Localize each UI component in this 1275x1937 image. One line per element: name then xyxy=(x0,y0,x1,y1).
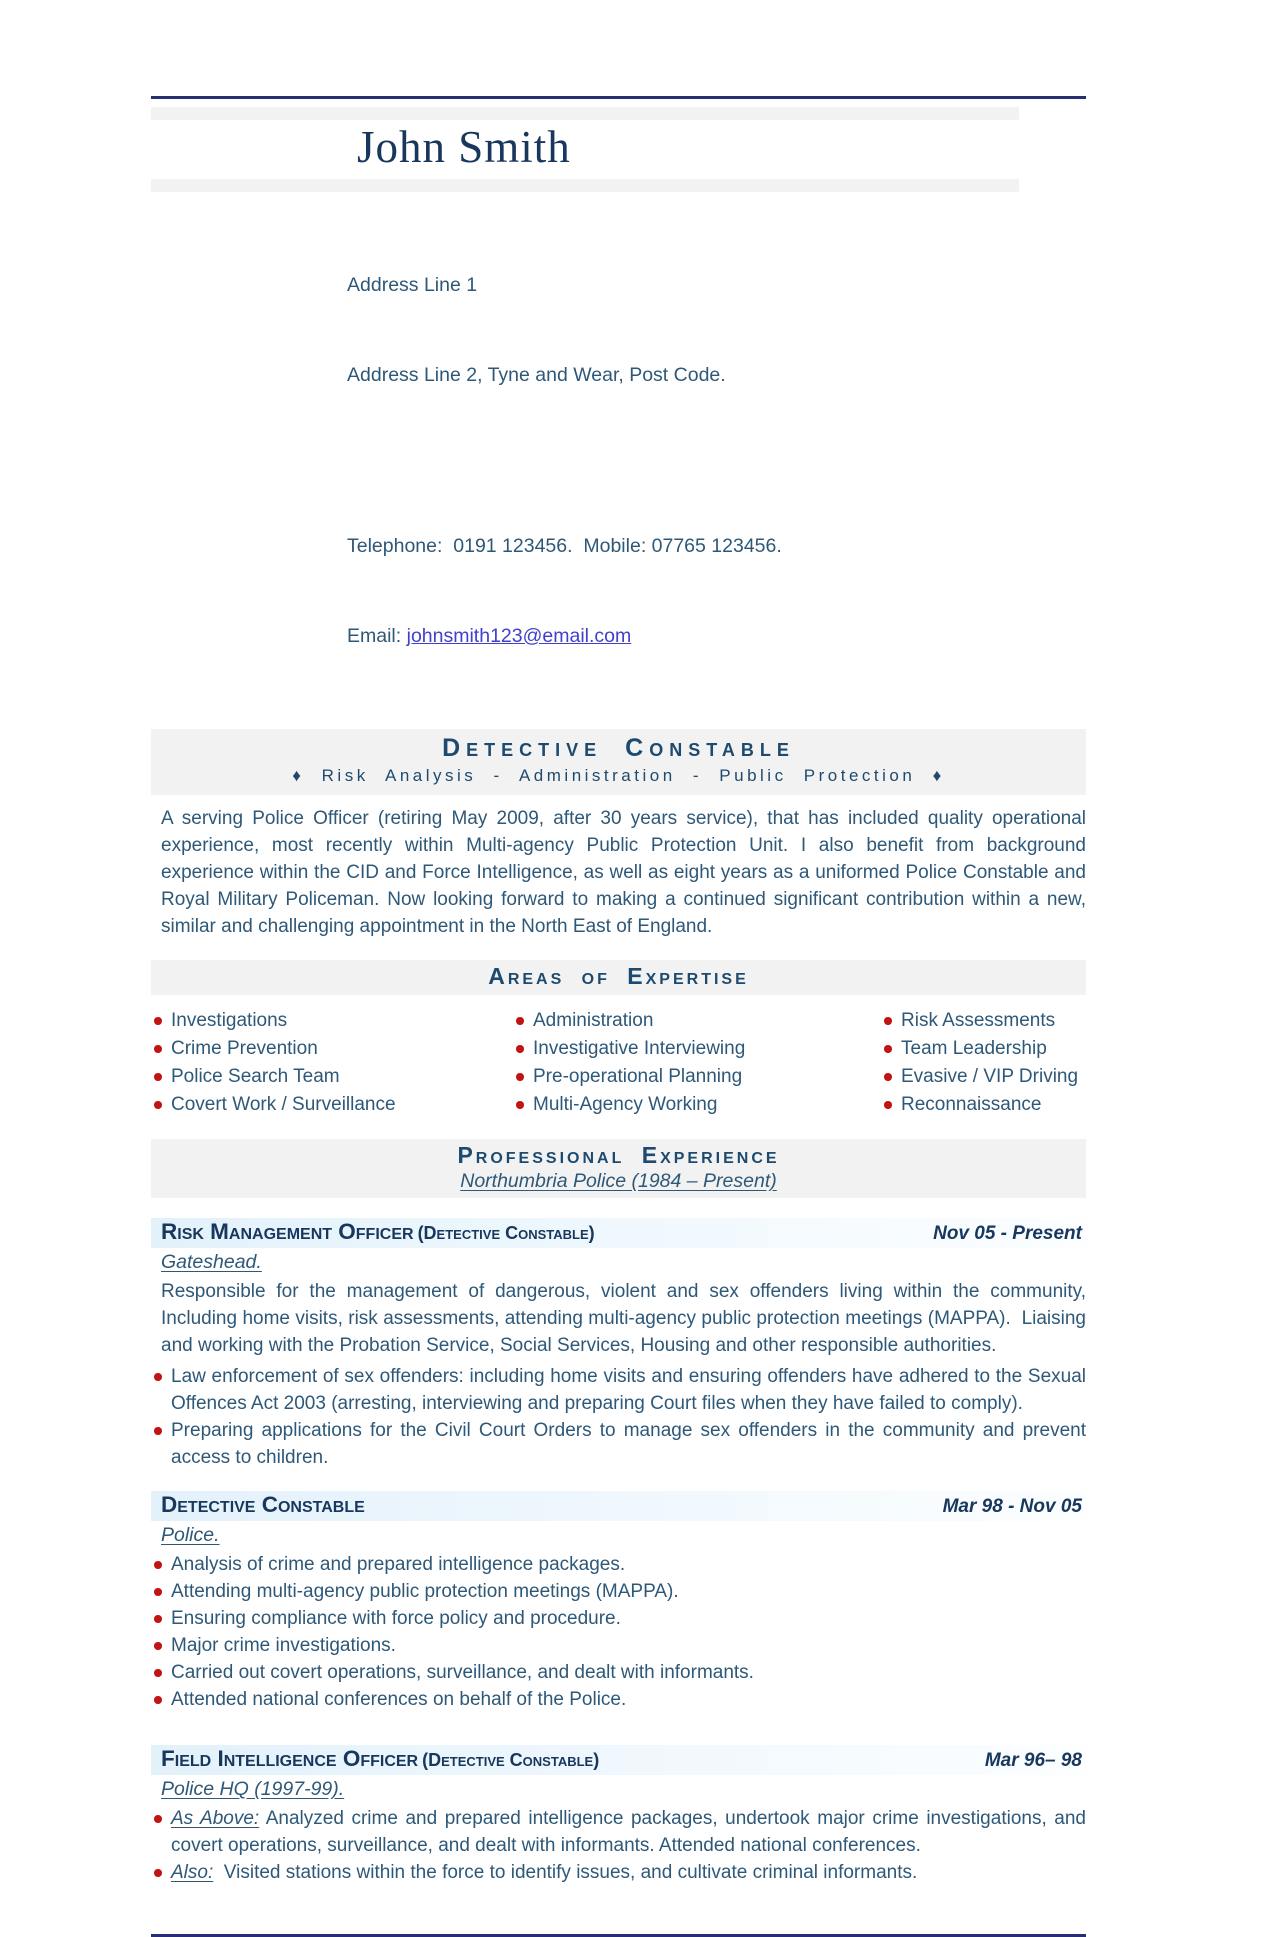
bullet-icon xyxy=(154,1669,162,1677)
bullet-icon xyxy=(154,1615,162,1623)
bullet-text: Visited stations within the force to identify issues, and cultivate criminal informants. xyxy=(213,1862,918,1883)
expertise-column-1 xyxy=(151,1007,513,1119)
person-name: John Smith xyxy=(357,122,571,172)
bullet-text: Ensuring compliance with force policy and procedure. xyxy=(171,1608,621,1629)
expertise-item xyxy=(881,1007,1086,1035)
bullet-text: Analyzed crime and prepared intelligence packages, undertook major crime investigations, and covert operations, surveillance, and dealt with informants. Attended national conferences. xyxy=(171,1808,1092,1856)
expertise-item xyxy=(513,1091,881,1119)
expertise-item xyxy=(151,1007,513,1035)
address-line-1: Address Line 1 xyxy=(347,274,478,296)
expertise-column-3 xyxy=(881,1007,1086,1119)
top-rule xyxy=(151,96,1086,99)
expertise-item xyxy=(513,1063,881,1091)
expertise-item xyxy=(151,1035,513,1063)
profile-title-band xyxy=(151,729,1086,795)
expertise-grid xyxy=(151,1007,1086,1119)
phone-line: Telephone: 0191 123456. Mobile: 07765 123456. xyxy=(347,535,782,557)
expertise-column-2 xyxy=(513,1007,881,1119)
job-dates: Mar 96– 98 xyxy=(984,1750,1082,1771)
expertise-heading: Areas of Expertise xyxy=(488,963,749,989)
job-section-field-intelligence-officer xyxy=(151,1745,1092,1886)
expertise-label: Multi-Agency Working xyxy=(533,1094,718,1115)
job-bullet-list xyxy=(151,1551,1086,1713)
bullet-icon xyxy=(884,1073,892,1081)
bullet-text: Preparing applications for the Civil Court Orders to manage sex offenders in the community and prevent access to children. xyxy=(171,1420,1092,1468)
experience-heading: Professional Experience xyxy=(457,1142,780,1168)
bullet-text: Major crime investigations. xyxy=(171,1635,396,1656)
job-header-row xyxy=(151,1491,1086,1521)
bullet-icon xyxy=(154,1869,162,1877)
expertise-label: Crime Prevention xyxy=(171,1038,318,1059)
bullet-icon xyxy=(154,1427,162,1435)
bullet-icon xyxy=(154,1017,162,1025)
expertise-label: Reconnaissance xyxy=(901,1094,1042,1115)
expertise-item xyxy=(513,1035,881,1063)
job-title-suffix: (Detective Constable) xyxy=(422,1750,600,1770)
bullet-icon xyxy=(154,1073,162,1081)
name-band-bottom xyxy=(151,179,1019,192)
bullet-text: Law enforcement of sex offenders: including home visits and ensuring offenders have adhered to the Sexual Offences Act 2003 (arresting, interviewing and preparing Court files when they have failed to comply). xyxy=(171,1366,1092,1414)
job-section-detective-constable xyxy=(151,1491,1086,1713)
experience-heading-band xyxy=(151,1139,1086,1198)
job-title xyxy=(161,1492,365,1518)
expertise-label: Team Leadership xyxy=(901,1038,1047,1059)
expertise-label: Evasive / VIP Driving xyxy=(901,1066,1079,1087)
bullet-icon xyxy=(154,1815,162,1823)
expertise-item xyxy=(151,1091,513,1119)
employer-line: Northumbria Police (1984 – Present) xyxy=(460,1170,777,1192)
job-title-text: Risk Management Officer xyxy=(161,1219,414,1244)
bullet-icon xyxy=(154,1696,162,1704)
expertise-label: Investigative Interviewing xyxy=(533,1038,746,1059)
bullet-icon xyxy=(516,1101,524,1109)
bullet-lead: As Above: xyxy=(171,1808,260,1829)
job-header-row xyxy=(151,1745,1086,1775)
bullet-icon xyxy=(516,1017,524,1025)
job-location: Police. xyxy=(161,1524,220,1546)
job-bullet xyxy=(151,1859,1086,1886)
job-bullet xyxy=(151,1417,1092,1471)
job-title-text: Detective Constable xyxy=(161,1492,365,1517)
bullet-text: Analysis of crime and prepared intelligence packages. xyxy=(171,1554,626,1575)
expertise-label: Administration xyxy=(533,1010,654,1031)
bullet-icon xyxy=(154,1588,162,1596)
job-bullet xyxy=(151,1659,1086,1686)
expertise-label: Pre-operational Planning xyxy=(533,1066,743,1087)
expertise-item xyxy=(513,1007,881,1035)
job-title xyxy=(161,1219,595,1245)
expertise-label: Investigations xyxy=(171,1010,288,1031)
job-bullet-list xyxy=(151,1363,1092,1471)
expertise-label: Police Search Team xyxy=(171,1066,340,1087)
email-label: Email: xyxy=(347,625,407,647)
bullet-text: Carried out covert operations, surveillance, and dealt with informants. xyxy=(171,1662,754,1683)
address-line-2: Address Line 2, Tyne and Wear, Post Code. xyxy=(347,364,726,386)
bullet-icon xyxy=(884,1017,892,1025)
expertise-item xyxy=(881,1063,1086,1091)
expertise-label: Covert Work / Surveillance xyxy=(171,1094,396,1115)
job-title xyxy=(161,1746,599,1772)
job-bullet xyxy=(151,1632,1086,1659)
job-title-text: Field Intelligence Officer xyxy=(161,1746,419,1771)
bullet-icon xyxy=(154,1642,162,1650)
job-title-suffix: (Detective Constable) xyxy=(417,1223,595,1243)
contact-block xyxy=(347,210,1086,711)
bullet-icon xyxy=(154,1045,162,1053)
expertise-item xyxy=(151,1063,513,1091)
job-bullet xyxy=(151,1363,1092,1417)
profile-summary: A serving Police Officer (retiring May 2009, after 30 years service), that has included quality operational experience, most recently within Multi-agency Public Protection Unit. I also benefit from background experience within the CID and Force Intelligence, as well as eight years as a uniformed Police Constable and Royal Military Policeman. Now looking forward to making a continued significant contribution within a new, similar and challenging appointment in the North East of England. xyxy=(161,808,1092,937)
name-band-top xyxy=(151,107,1019,120)
email-line xyxy=(347,621,1086,651)
job-bullet xyxy=(151,1805,1092,1859)
email-link[interactable]: johnsmith123@email.com xyxy=(406,625,632,647)
job-header-row xyxy=(151,1218,1086,1248)
expertise-heading-band xyxy=(151,960,1086,995)
job-bullet xyxy=(151,1686,1086,1713)
expertise-item xyxy=(881,1035,1086,1063)
bullet-lead: Also: xyxy=(171,1862,214,1883)
spacer xyxy=(347,450,1086,471)
bullet-icon xyxy=(154,1373,162,1381)
job-description: Responsible for the management of dangerous, violent and sex offenders living within the community, Including home visits, risk assessments, attending multi-agency public protection meetings (MAPPA). Liaising and working with the Probation Service, Social Services, Housing and other responsible authorities. xyxy=(161,1281,1092,1356)
profile-subtitle: ♦ Risk Analysis - Administration - Public Protection ♦ xyxy=(292,766,945,785)
job-bullet-list xyxy=(151,1805,1092,1886)
job-location: Gateshead. xyxy=(161,1251,262,1273)
bullet-icon xyxy=(884,1045,892,1053)
job-dates: Mar 98 - Nov 05 xyxy=(942,1496,1082,1517)
bullet-text: Attended national conferences on behalf of the Police. xyxy=(171,1689,627,1710)
expertise-item xyxy=(881,1091,1086,1119)
bullet-icon xyxy=(516,1073,524,1081)
bullet-text: Attending multi-agency public protection meetings (MAPPA). xyxy=(171,1581,679,1602)
bullet-icon xyxy=(884,1101,892,1109)
job-location: Police HQ (1997-99). xyxy=(161,1778,345,1800)
bullet-icon xyxy=(516,1045,524,1053)
expertise-label: Risk Assessments xyxy=(901,1010,1056,1031)
job-section-risk-management-officer xyxy=(151,1218,1092,1471)
bullet-icon xyxy=(154,1101,162,1109)
job-dates: Nov 05 - Present xyxy=(933,1223,1082,1244)
bullet-icon xyxy=(154,1561,162,1569)
job-bullet xyxy=(151,1578,1086,1605)
job-bullet xyxy=(151,1605,1086,1632)
profile-title: Detective Constable xyxy=(442,734,795,762)
job-bullet xyxy=(151,1551,1086,1578)
